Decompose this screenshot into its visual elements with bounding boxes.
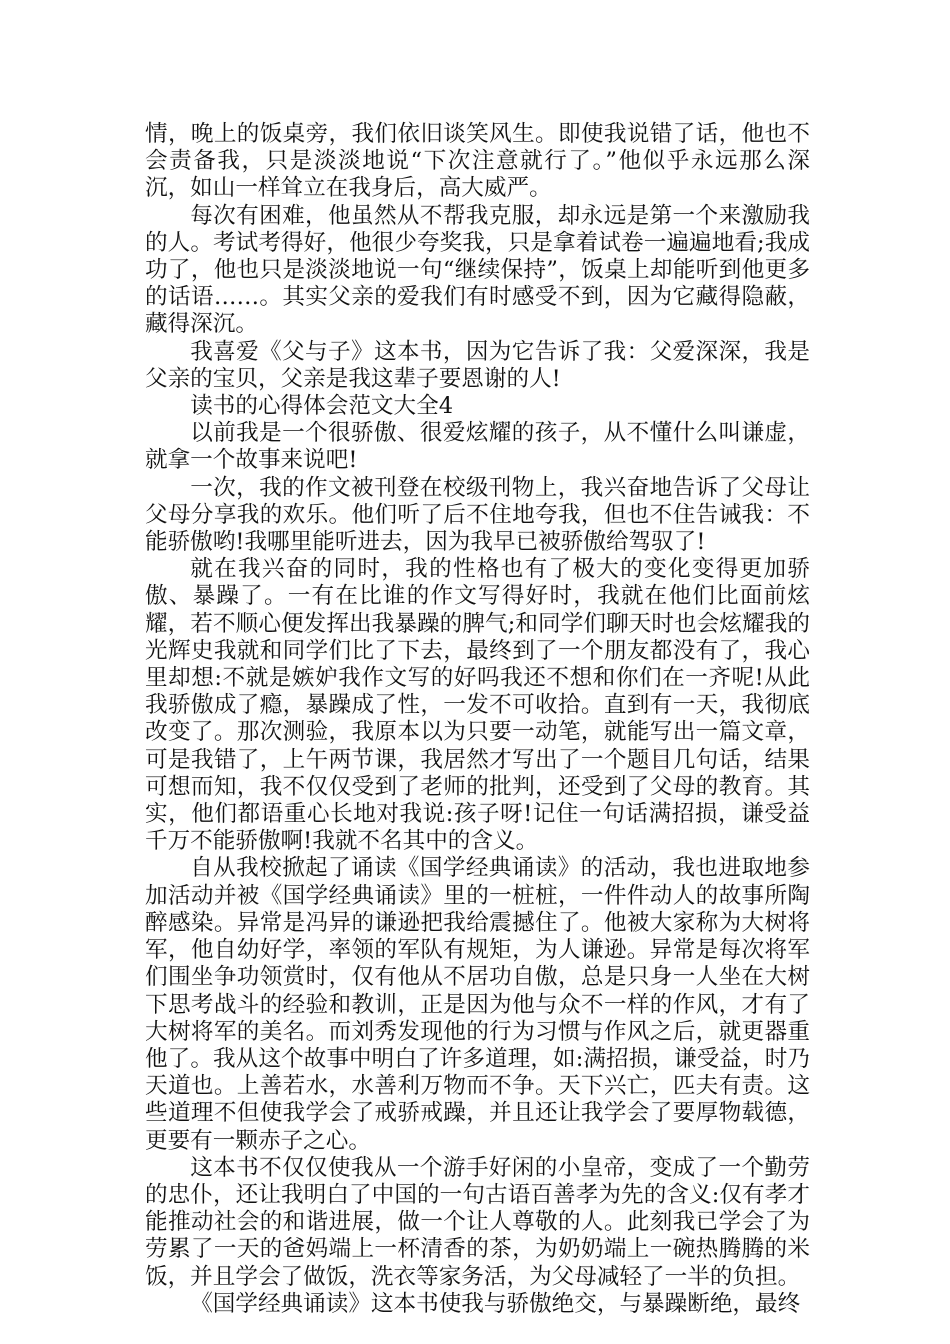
section-heading: 读书的心得体会范文大全4 <box>190 393 454 420</box>
paragraph-proud-child: 以前我是一个很骄傲、很爱炫耀的孩子，从不懂什么叫谦虚，就拿一个故事来说吧! <box>145 420 810 474</box>
paragraph-classics-reading: 自从我校掀起了诵读《国学经典诵读》的活动，我也进取地参加活动并被《国学经典诵读》里的一桩桩，一件件动人的故事所陶醉感染。异常是冯异的谦逊把我给震撼住了。他被大家称为大树将军，他自幼好学，率领的军队有规矩，为人谦逊。异常是每次将军们围坐争功领赏时，仅有他从不居功自傲，总是只身一人坐在大树下思考战斗的经验和教训，正是因为他与众不一样的作风，才有了大树将军的美名。而刘秀发现他的行为习惯与作风之后，就更器重他了。我从这个故事中明白了许多道理，如:满招损，谦受益，时乃天道也。上善若水，水善利万物而不争。天下兴亡，匹夫有责。这些道理不但使我学会了戒骄戒躁，并且还让我学会了要厚物载德，更要有一颗赤子之心。 <box>145 855 810 1154</box>
document-body <box>145 121 810 1318</box>
paragraph-father-encouragement: 每次有困难，他虽然从不帮我克服，却永远是第一个来激励我的人。考试考得好，他很少夸奖我，只是拿着试卷一遍遍地看;我成功了，他也只是淡淡地说一句“继续保持”，饭桌上却能听到他更多的话语……。其实父亲的爱我们有时感受不到，因为它藏得隐蔽，藏得深沉。 <box>145 202 810 338</box>
paragraph-essay-published: 一次，我的作文被刊登在校级刊物上，我兴奋地告诉了父母让父母分享我的欢乐。他们听了后不住地夸我，但也不住告诫我：不能骄傲哟!我哪里能听进去，因为我早已被骄傲给驾驭了! <box>145 474 810 556</box>
paragraph-filial-piety: 这本书不仅仅使我从一个游手好闲的小皇帝，变成了一个勤劳的忠仆，还让我明白了中国的一句古语百善孝为先的含义:仅有孝才能推动社会的和谐进展，做一个让人尊敬的人。此刻我已学会了为劳累了一天的爸妈端上一杯清香的茶，为奶奶端上一碗热腾腾的米饭，并且学会了做饭，洗衣等家务活，为父母减轻了一半的负担。 <box>145 1154 810 1290</box>
paragraph-father-and-son-book: 我喜爱《父与子》这本书，因为它告诉了我：父爱深深，我是父亲的宝贝，父亲是我这辈子要恩谢的人! <box>145 338 810 392</box>
paragraph-personality-change: 就在我兴奋的同时，我的性格也有了极大的变化变得更加骄傲、暴躁了。一有在比谁的作文写得好时，我就在他们比面前炫耀，若不顺心便发挥出我暴躁的脾气;和同学们聊天时也会炫耀我的光辉史我就和同学们比了下去，最终到了一个朋友都没有了，我心里却想:不就是嫉妒我作文写的好吗我还不想和你们在一齐呢!从此我骄傲成了瘾，暴躁成了性，一发不可收拾。直到有一天，我彻底改变了。那次测验，我原本以为只要一动笔，就能写出一篇文章，可是我错了，上午两节课，我居然才写出了一个题目几句话，结果可想而知，我不仅仅受到了老师的批判，还受到了父母的教育。其实，他们都语重心长地对我说:孩子呀!记住一句话满招损，谦受益千万不能骄傲啊!我就不名其中的含义。 <box>145 556 810 855</box>
paragraph-conclusion-start: 《国学经典诵读》这本书使我与骄傲绝交，与暴躁断绝，最终 <box>190 1290 801 1317</box>
paragraph-continued: 情，晚上的饭桌旁，我们依旧谈笑风生。即使我说错了话，他也不会责备我，只是淡淡地说“下次注意就行了。”他似乎永远那么深沉，如山一样耸立在我身后，高大威严。 <box>145 121 810 202</box>
